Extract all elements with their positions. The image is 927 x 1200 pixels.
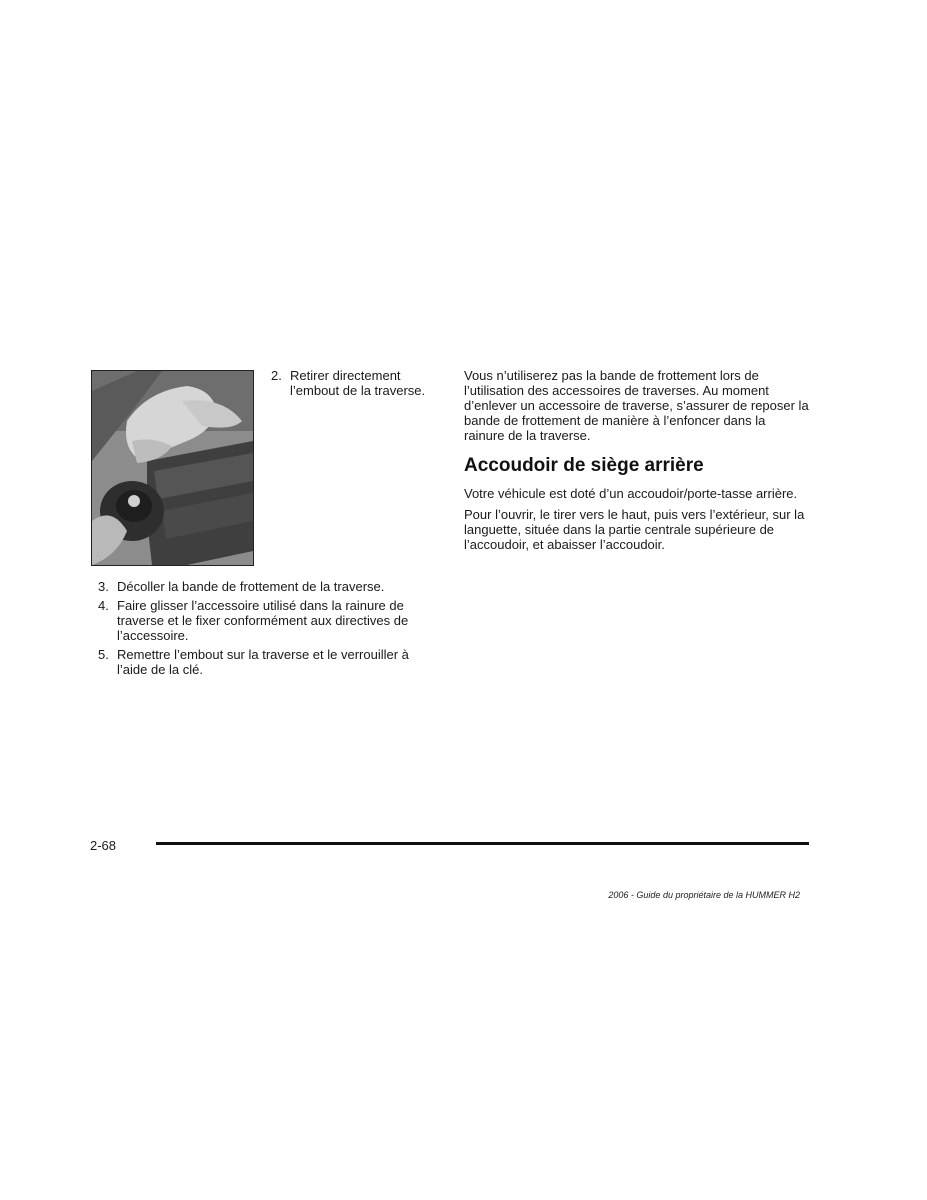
list-item	[98, 647, 438, 677]
step-text: Remettre l’embout sur la traverse et le verrouiller à l’aide de la clé.	[117, 647, 409, 677]
section-heading: Accoudoir de siège arrière	[464, 455, 704, 476]
footer-text: 2006 - Guide du propriétaire de la HUMMER H2	[608, 890, 800, 900]
photo-icon	[92, 371, 253, 565]
step-2	[271, 368, 441, 402]
list-item	[98, 598, 438, 643]
step-text: Retirer directement l’embout de la traverse.	[290, 368, 426, 398]
armrest-paragraph-2: Pour l’ouvrir, le tirer vers le haut, puis vers l’extérieur, sur la languette, située dans la partie centrale supérieure de l’accoudoir, et abaisser l’accoudoir.	[464, 507, 805, 552]
list-item	[98, 579, 438, 594]
armrest-paragraph-1: Votre véhicule est doté d’un accoudoir/porte-tasse arrière.	[464, 486, 798, 501]
step-text: Faire glisser l’accessoire utilisé dans la rainure de traverse et le fixer conformément aux directives de l’accessoire.	[117, 598, 409, 643]
step-number: 3.	[98, 579, 109, 594]
step-text: Décoller la bande de frottement de la traverse.	[117, 579, 385, 594]
footer-rule	[156, 842, 809, 845]
page-number: 2-68	[90, 838, 117, 853]
step-number: 5.	[98, 647, 109, 662]
step-number: 4.	[98, 598, 109, 613]
steps-list	[98, 579, 438, 681]
step-number: 2.	[271, 368, 282, 383]
intro-paragraph: Vous n’utiliserez pas la bande de frottement lors de l’utilisation des accessoires de traverses. Au moment d’enlever un accessoire de traverse, s’assurer de reposer la bande de frottement de manière à l’enfoncer dans la rainure de la traverse.	[464, 368, 809, 443]
right-column	[464, 368, 809, 558]
roof-rail-photo	[91, 370, 254, 566]
list-item	[271, 368, 441, 398]
